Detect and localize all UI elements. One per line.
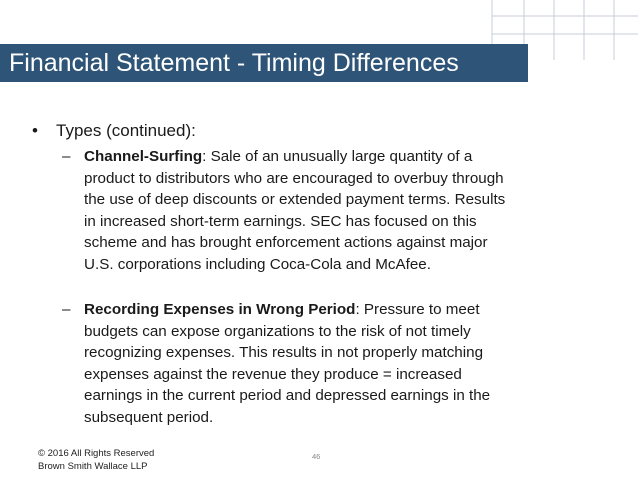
bullet-dot: • bbox=[32, 121, 38, 140]
page-number: 46 bbox=[312, 452, 321, 461]
text-line: product to distributors who are encouraged to overbuy through bbox=[84, 169, 504, 187]
text-line: recognizing expenses. This results in not properly matching bbox=[84, 344, 484, 362]
text-line-rest: : Pressure to meet bbox=[355, 301, 480, 318]
slide-title: Financial Statement - Timing Differences bbox=[9, 49, 459, 77]
dash-marker: – bbox=[62, 148, 71, 165]
bullet-text: Types (continued): bbox=[56, 121, 196, 140]
text-line: the use of deep discounts or extended payment terms. Results bbox=[84, 191, 506, 209]
copyright-text: © 2016 All Rights Reserved bbox=[38, 448, 155, 459]
text-line: budgets can expose organizations to the risk of not timely bbox=[84, 322, 471, 340]
text-line: expenses against the revenue they produce = increased bbox=[84, 365, 462, 383]
text-line: subsequent period. bbox=[84, 408, 214, 426]
company-name: Brown Smith Wallace LLP bbox=[38, 461, 148, 472]
sub-item-recording-expenses bbox=[62, 299, 602, 429]
text-line: scheme and has brought enforcement actions against major bbox=[84, 234, 488, 252]
bullet-types bbox=[32, 120, 196, 142]
text-line: U.S. corporations including Coca-Cola and McAfee. bbox=[84, 255, 431, 273]
dash-marker: – bbox=[62, 301, 71, 318]
term-channel-surfing: Channel-Surfing bbox=[84, 148, 203, 165]
footer-copyright-block bbox=[38, 447, 154, 473]
text-line bbox=[84, 146, 602, 168]
text-line bbox=[84, 299, 602, 321]
text-line: in increased short-term earnings. SEC has focused on this bbox=[84, 212, 477, 230]
term-recording-expenses: Recording Expenses in Wrong Period bbox=[84, 301, 356, 318]
sub-item-channel-surfing bbox=[62, 146, 602, 276]
text-line: earnings in the current period and depressed earnings in the bbox=[84, 387, 491, 405]
text-line-rest: : Sale of an unusually large quantity of a bbox=[202, 148, 473, 165]
